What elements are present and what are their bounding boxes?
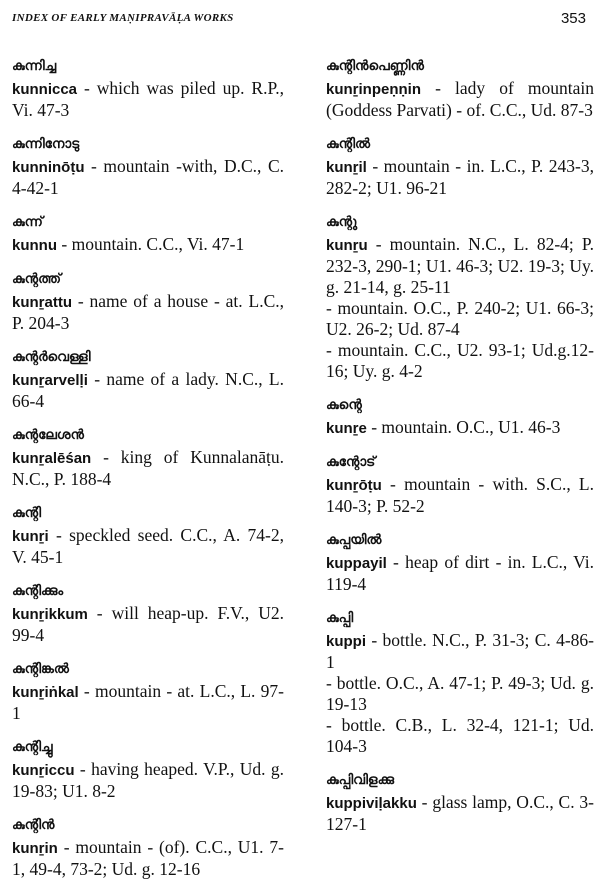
entry-transliteration: kunṟe: [326, 420, 367, 437]
entry-transliteration: kunṟōṭu: [326, 477, 382, 494]
entry-headword: കുന്റിങ്കൽ: [12, 661, 69, 677]
sense-text: - bottle. C.B., L. 32-4, 121-1; Ud. 104-3: [326, 715, 594, 756]
entry-transliteration: kunṟu: [326, 237, 368, 254]
dictionary-entry: [12, 425, 284, 490]
entry-headword: കുന്റിക്കും: [12, 583, 64, 599]
entry-definition: [326, 417, 594, 439]
dictionary-entry: [326, 608, 594, 757]
dictionary-entry: [326, 395, 594, 439]
entry-definition: [326, 630, 594, 757]
entry-definition: [12, 603, 284, 646]
entry-definition: [326, 474, 594, 517]
sense-text: - name of a lady. N.C., L. 66-4: [12, 369, 284, 411]
dictionary-entry: [326, 134, 594, 199]
entry-definition: [12, 369, 284, 412]
entry-transliteration: kunṟiccu: [12, 762, 75, 779]
dictionary-entry: [12, 347, 284, 412]
sense-text: - speckled seed. C.C., A. 74-2, V. 45-1: [12, 525, 284, 567]
sense-text: - king of Kunnalanāṭu. N.C., P. 188-4: [12, 447, 284, 489]
entry-sense: [326, 78, 594, 121]
entry-headword: കുന്നിച്ച: [12, 58, 57, 74]
entry-sense: [12, 525, 284, 568]
sense-text: - mountain. O.C., P. 240-2; U1. 66-3; U2. 26-2; Ud. 87-4: [326, 298, 594, 339]
entry-definition: [326, 552, 594, 595]
entry-sense: [326, 298, 594, 340]
entry-transliteration: kunṟi: [12, 528, 49, 545]
entry-sense: [326, 552, 594, 595]
entry-headword: കുന്റു: [326, 214, 358, 230]
dictionary-entry: [326, 212, 594, 382]
entry-transliteration: kunṟattu: [12, 294, 72, 311]
entry-sense: [326, 715, 594, 757]
entry-sense: [326, 474, 594, 517]
left-column: [12, 56, 284, 893]
entry-sense: [12, 156, 284, 199]
entry-transliteration: kuppayil: [326, 555, 387, 572]
sense-text: - mountain - in. L.C., P. 243-3, 282-2; U1. 96-21: [326, 156, 594, 198]
entry-transliteration: kunṟarvelḷi: [12, 372, 88, 389]
sense-text: - bottle. N.C., P. 31-3; C. 4-86-1: [326, 630, 594, 672]
running-head: INDEX OF EARLY MAṆIPRAVĀḶA WORKS: [12, 12, 234, 24]
entry-transliteration: kunṟiṅkal: [12, 684, 79, 701]
sense-text: - mountain - at. L.C., L. 97-1: [12, 681, 284, 723]
entry-headword: കുപ്പിവിളക്കു: [326, 772, 394, 788]
entry-definition: [12, 447, 284, 490]
entry-sense: [326, 630, 594, 673]
page-number: 353: [560, 10, 586, 27]
entry-definition: [326, 792, 594, 835]
dictionary-entry: [12, 56, 284, 121]
entry-definition: [12, 837, 284, 880]
entry-transliteration: kunṟalēśan: [12, 450, 92, 467]
right-column: [326, 56, 594, 848]
entry-definition: [12, 291, 284, 334]
entry-sense: [12, 234, 284, 256]
sense-text: - heap of dirt - in. L.C., Vi. 119-4: [326, 552, 594, 594]
dictionary-entry: [12, 581, 284, 646]
dictionary-entry: [12, 269, 284, 334]
dictionary-entry: [326, 452, 594, 517]
entry-sense: [326, 417, 594, 439]
entry-definition: [12, 78, 284, 121]
entry-definition: [326, 78, 594, 121]
sense-text: - name of a house - at. L.C., P. 204-3: [12, 291, 284, 333]
entry-definition: [12, 156, 284, 199]
entry-sense: [12, 447, 284, 490]
entry-headword: കുന്റി: [12, 505, 42, 521]
dictionary-entry: [12, 134, 284, 199]
entry-sense: [12, 291, 284, 334]
dictionary-entry: [12, 659, 284, 724]
entry-headword: കുന്റിൻപെണ്ണിൻ: [326, 58, 424, 74]
entry-sense: [326, 156, 594, 199]
sense-text: - lady of mountain (Goddess Parvati) - of. C.C., Ud. 87-3: [326, 78, 594, 120]
sense-text: - which was piled up. R.P., Vi. 47-3: [12, 78, 284, 120]
entry-transliteration: kunṟikkum: [12, 606, 88, 623]
entry-sense: [326, 340, 594, 382]
sense-text: - mountain. N.C., L. 82-4; P. 232-3, 290-1; U1. 46-3; U2. 19-3; Uy. g. 21-14, g. 25-11: [326, 234, 594, 297]
entry-definition: [12, 759, 284, 802]
sense-text: - mountain. O.C., U1. 46-3: [366, 417, 561, 437]
entry-headword: കുപ്പയിൽ: [326, 532, 382, 548]
entry-headword: കുന്റിച്ചു: [12, 739, 53, 755]
entry-transliteration: kuppi: [326, 633, 366, 650]
dictionary-entry: [12, 737, 284, 802]
sense-text: - glass lamp, O.C., C. 3-127-1: [326, 792, 594, 834]
dictionary-entry: [12, 212, 284, 256]
entry-headword: കുന്റലേശൻ: [12, 427, 84, 443]
entry-headword: കുന്റോട്: [326, 454, 376, 470]
dictionary-entry: [12, 815, 284, 880]
entry-transliteration: kunnicca: [12, 81, 78, 98]
dictionary-entry: [326, 770, 594, 835]
entry-transliteration: kunṟin: [12, 840, 58, 857]
sense-text: - mountain - with. S.C., L. 140-3; P. 52-2: [326, 474, 594, 516]
dictionary-entry: [326, 56, 594, 121]
entry-headword: കുന്റിൽ: [326, 136, 371, 152]
sense-text: - will heap-up. F.V., U2. 99-4: [12, 603, 284, 645]
entry-definition: [326, 156, 594, 199]
entry-sense: [12, 603, 284, 646]
entry-sense: [12, 837, 284, 880]
sense-text: - having heaped. V.P., Ud. g. 19-83; U1. 8-2: [12, 759, 284, 801]
dictionary-entry: [12, 503, 284, 568]
entry-transliteration: kuppiviḷakku: [326, 795, 417, 812]
entry-transliteration: kunṟil: [326, 159, 367, 176]
entry-definition: [12, 234, 284, 256]
entry-headword: കുന്റർവെള്ളി: [12, 349, 91, 365]
entry-sense: [12, 369, 284, 412]
entry-definition: [326, 234, 594, 382]
entry-headword: കുന്റിൻ: [12, 817, 55, 833]
sense-text: - mountain -with, D.C., C. 4-42-1: [12, 156, 284, 198]
entry-headword: കുന്നിനോടു: [12, 136, 80, 152]
sense-text: - mountain. C.C., Vi. 47-1: [57, 234, 245, 254]
entry-sense: [326, 792, 594, 835]
entry-sense: [12, 78, 284, 121]
entry-transliteration: kunnu: [12, 237, 57, 254]
sense-text: - bottle. O.C., A. 47-1; P. 49-3; Ud. g. 19-13: [326, 673, 594, 714]
sense-text: - mountain. C.C., U2. 93-1; Ud.g.12-16; Uy. g. 4-2: [326, 340, 594, 381]
entry-definition: [12, 525, 284, 568]
entry-sense: [326, 673, 594, 715]
entry-sense: [12, 681, 284, 724]
entry-headword: കുന്ന്: [12, 214, 43, 230]
entry-sense: [12, 759, 284, 802]
entry-transliteration: kunninōṭu: [12, 159, 85, 176]
entry-transliteration: kunṟinpeṇṇin: [326, 81, 421, 98]
entry-headword: കുന്റത്ത്: [12, 271, 61, 287]
entry-headword: കുപ്പി: [326, 610, 354, 626]
entry-definition: [12, 681, 284, 724]
dictionary-entry: [326, 530, 594, 595]
entry-headword: കുന്റെ: [326, 397, 362, 413]
sense-text: - mountain - (of). C.C., U1. 7-1, 49-4, 73-2; Ud. g. 12-16: [12, 837, 284, 879]
entry-sense: [326, 234, 594, 298]
